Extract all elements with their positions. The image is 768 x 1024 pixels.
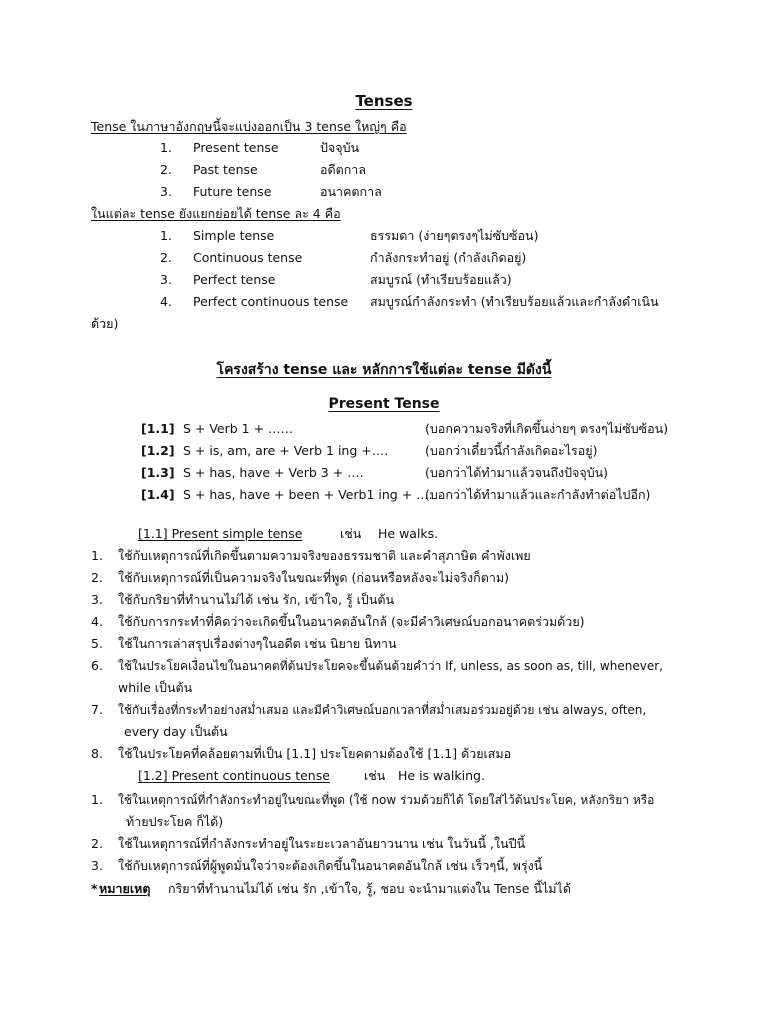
section-heading: [1.1] Present simple tense [138, 526, 303, 541]
example-label: เช่น [364, 768, 386, 783]
sub-intro-text: ในแต่ละ tense ยังแยกย่อยได้ tense ละ 4 คือ [91, 206, 341, 221]
usage-text: ใช้กับเรื่องที่กระทำอย่างสม่ำเสมอ และมีคำวิเศษณ์บอกเวลาที่สม่ำเสมอร่วมอยู่ด้วย เช่น always, often, [118, 703, 647, 717]
usage-text: ใช้ในการเล่าสรุปเรื่องต่างๆในอดีต เช่น นิยาย นิทาน [118, 636, 397, 651]
item-number: 8. [91, 746, 103, 761]
tense-thai: ธรรมดา (ง่ายๆตรงๆไม่ซับซ้อน) [370, 228, 539, 243]
item-number: 5. [91, 636, 103, 651]
structure-meaning: (บอกว่าได้ทำมาแล้วจนถึงปัจจุบัน) [425, 465, 609, 480]
structure-tag: [1.3] [141, 465, 175, 480]
section-heading: [1.2] Present continuous tense [138, 768, 330, 783]
structure-formula: S + has, have + Verb 3 + …. [183, 465, 364, 480]
usage-text: ใช้ในเหตุการณ์ที่กำลังกระทำอยู่ในขณะที่พูด (ใช้ now ร่วมด้วยก็ได้ โดยใส่ไว้ต้นประโยค, หลังกริยา หรือ [118, 793, 655, 807]
structure-meaning: (บอกว่าเดี๋ยวนี้กำลังเกิดอะไรอยู่) [425, 443, 598, 458]
structure-tag: [1.1] [141, 421, 175, 436]
structure-meaning: (บอกความจริงที่เกิดขึ้นง่ายๆ ตรงๆไม่ซับซ้อน) [425, 421, 669, 436]
tense-name: Perfect tense [193, 272, 276, 287]
sub-tense-wrap: ด้วย) [91, 316, 119, 331]
usage-text: ใช้กับเหตุการณ์ที่ผู้พูดมั่นใจว่าจะต้องเกิดขึ้นในอนาคตอันใกล้ เช่น เร็วๆนี้, พรุ่งนี้ [118, 858, 543, 873]
example-text: He walks. [378, 526, 439, 541]
structure-heading: โครงสร้าง tense และ หลักการใช้แต่ละ tense มีดังนี้ [216, 362, 552, 378]
intro-text: Tense ในภาษาอังกฤษนี้จะแบ่งออกเป็น 3 tense ใหญ่ๆ คือ [91, 119, 407, 134]
note-text: กริยาที่ทำนานไม่ได้ เช่น รัก ,เข้าใจ, รู้, ชอบ จะนำมาแต่งใน Tense นี้ไม่ได้ [168, 881, 571, 896]
tense-thai: อดีตกาล [320, 162, 366, 177]
item-number: 1. [91, 792, 103, 807]
tense-thai: ปัจจุบัน [320, 140, 360, 155]
usage-text: ใช้ในเหตุการณ์ที่กำลังกระทำอยู่ในระยะเวลาอันยาวนาน เช่น ในวันนี้ ,ในปีนี้ [118, 836, 526, 851]
item-number: 7. [91, 702, 103, 717]
tense-name: Present tense [193, 140, 279, 155]
item-number: 1. [91, 548, 103, 563]
tense-name: Future tense [193, 184, 272, 199]
tense-name: Continuous tense [193, 250, 303, 265]
usage-text: ใช้กับเหตุการณ์ที่เป็นความจริงในขณะที่พูด (ก่อนหรือหลังจะไม่จริงก็ตาม) [118, 570, 509, 585]
structure-formula: S + Verb 1 + …… [183, 421, 294, 436]
tense-thai: สมบูรณ์ (ทำเรียบร้อยแล้ว) [370, 272, 512, 287]
item-number: 2. [91, 836, 103, 851]
usage-text-continued: while เป็นต้น [118, 680, 193, 695]
item-number: 1. [160, 140, 172, 155]
usage-text: ใช้ในประโยคเงื่อนไขในอนาคตที่ต้นประโยคจะขึ้นต้นด้วยคำว่า If, unless, as soon as, till, whenever, [118, 659, 663, 673]
note-label: หมายเหตุ [99, 881, 151, 896]
example-text: He is walking. [398, 768, 485, 783]
structure-meaning: (บอกว่าได้ทำมาแล้วและกำลังทำต่อไปอีก) [425, 487, 651, 502]
structure-formula: S + has, have + been + Verb1 ing + …. [183, 487, 433, 502]
structure-formula: S + is, am, are + Verb 1 ing +…. [183, 443, 389, 458]
tense-thai: อนาคตกาล [320, 184, 382, 199]
item-number: 1. [160, 228, 172, 243]
tense-name: Perfect continuous tense [193, 294, 349, 309]
usage-text: ใช้กับกริยาที่ทำนานไม่ได้ เช่น รัก, เข้าใจ, รู้ เป็นต้น [118, 592, 395, 607]
usage-text: ใช้กับการกระทำที่คิดว่าจะเกิดขึ้นในอนาคตอันใกล้ (จะมีคำวิเศษณ์บอกอนาคตร่วมด้วย) [118, 614, 585, 629]
item-number: 2. [91, 570, 103, 585]
structure-tag: [1.4] [141, 487, 175, 502]
tense-thai: สมบูรณ์กำลังกระทำ (ทำเรียบร้อยแล้วและกำลังดำเนิน [370, 294, 659, 309]
usage-text-continued: every day เป็นต้น [124, 724, 228, 739]
tense-name: Simple tense [193, 228, 275, 243]
tense-thai: กำลังกระทำอยู่ (กำลังเกิดอยู่) [370, 250, 527, 265]
note-star: * [91, 881, 98, 896]
structure-tag: [1.2] [141, 443, 175, 458]
usage-text: ใช้กับเหตุการณ์ที่เกิดขึ้นตามความจริงของธรรมชาติ และคำสุภาษิต คำพังเพย [118, 548, 531, 563]
item-number: 6. [91, 658, 103, 673]
item-number: 2. [160, 162, 172, 177]
item-number: 3. [91, 592, 103, 607]
item-number: 4. [160, 294, 172, 309]
item-number: 4. [91, 614, 103, 629]
usage-text-continued: ท้ายประโยค ก็ได้) [126, 814, 224, 829]
page-title: Tenses [355, 92, 413, 110]
item-number: 3. [91, 858, 103, 873]
item-number: 2. [160, 250, 172, 265]
present-tense-heading: Present Tense [328, 396, 440, 412]
tense-name: Past tense [193, 162, 258, 177]
item-number: 3. [160, 184, 172, 199]
usage-text: ใช้ในประโยคที่คล้อยตามที่เป็น [1.1] ประโยคตามต้องใช้ [1.1] ด้วยเสมอ [118, 746, 512, 761]
item-number: 3. [160, 272, 172, 287]
example-label: เช่น [340, 526, 362, 541]
